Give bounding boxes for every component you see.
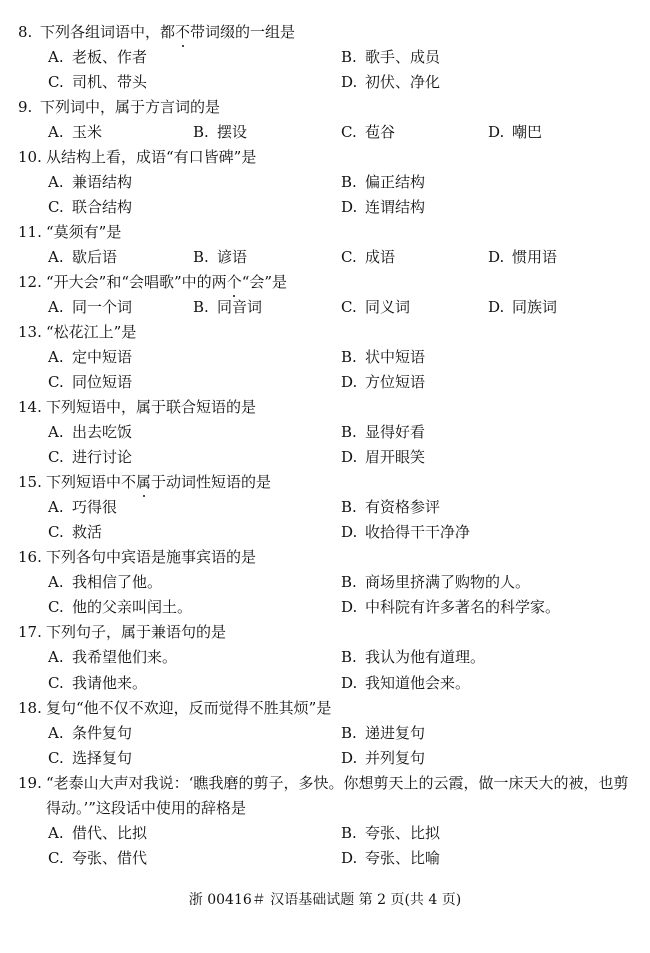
option-b[interactable]: B. 有资格参评 (341, 498, 441, 516)
option-b[interactable]: B. 夸张、比拟 (341, 824, 441, 842)
option-c[interactable]: C. 夸张、借代 (48, 849, 148, 867)
question-15 (0, 470, 650, 495)
question-stem: 从结构上看，成语“有口皆碑”是 (46, 148, 257, 166)
option-d[interactable]: D. 我知道他会来。 (341, 674, 471, 692)
option-c[interactable]: C. 我请他来。 (48, 674, 148, 692)
emphasis-dot-text: 不 (175, 20, 190, 45)
option-c[interactable]: C. 选择复句 (48, 749, 133, 767)
option-c[interactable]: C. 联合结构 (48, 198, 133, 216)
option-a[interactable]: A. 玉米 (48, 123, 103, 141)
option-a[interactable]: A. 巧得很 (48, 498, 118, 516)
option-d[interactable]: D. 中科院有许多著名的科学家。 (341, 598, 561, 616)
option-a[interactable]: A. 老板、作者 (48, 48, 148, 66)
question-17 (0, 620, 650, 645)
question-number: 19. (18, 774, 42, 792)
option-b[interactable]: B. 状中短语 (341, 348, 426, 366)
option-b[interactable]: B. 递进复句 (341, 724, 426, 742)
option-c[interactable]: C. 进行讨论 (48, 448, 133, 466)
question-10 (0, 145, 650, 170)
option-d[interactable]: D. 方位短语 (341, 373, 426, 391)
option-a[interactable]: A. 出去吃饭 (48, 423, 133, 441)
question-stem: “松花江上”是 (46, 323, 137, 341)
question-19 (0, 771, 650, 796)
question-stem: 下列句子，属于兼语句的是 (46, 623, 227, 641)
question-number: 18. (18, 699, 42, 717)
question-stem: 下列短语中不属于动词性短语的是 (46, 470, 271, 495)
question-number: 9. (18, 98, 33, 116)
option-c[interactable]: C. 同义词 (341, 298, 411, 316)
option-a[interactable]: A. 定中短语 (48, 348, 133, 366)
question-number: 15. (18, 473, 42, 491)
question-number: 8. (18, 23, 33, 41)
option-d[interactable]: D. 惯用语 (488, 248, 558, 266)
option-c[interactable]: C. 他的父亲叫闰土。 (48, 598, 193, 616)
option-a[interactable]: A. 我相信了他。 (48, 573, 163, 591)
question-number: 14. (18, 398, 42, 416)
option-a[interactable]: A. 我希望他们来。 (48, 648, 178, 666)
option-b[interactable]: B. 摆设 (193, 123, 248, 141)
question-stem: 下列词中，属于方言词的是 (40, 98, 221, 116)
question-8 (0, 20, 650, 45)
question-stem-line-2: 得动。’”这段话中使用的辞格是 (46, 799, 246, 817)
question-stem: 下列短语中，属于联合短语的是 (46, 398, 257, 416)
option-d[interactable]: D. 嘲巴 (488, 123, 543, 141)
question-14 (0, 395, 650, 420)
option-d[interactable]: D. 收拾得干干净净 (341, 523, 471, 541)
question-number: 11. (18, 223, 42, 241)
question-stem: 复句“他不仅不欢迎，反而觉得不胜其烦”是 (46, 699, 332, 717)
option-c[interactable]: C. 苞谷 (341, 123, 396, 141)
option-d[interactable]: D. 夸张、比喻 (341, 849, 441, 867)
option-a[interactable]: A. 歇后语 (48, 248, 118, 266)
option-c[interactable]: C. 成语 (341, 248, 396, 266)
option-d[interactable]: D. 连谓结构 (341, 198, 426, 216)
option-c[interactable]: C. 救活 (48, 523, 103, 541)
question-11 (0, 220, 650, 245)
emphasis-dot-text: 个 (227, 270, 242, 295)
question-stem-line-1: “老泰山大声对我说：‘瞧我磨的剪子，多快。你想剪天上的云霞，做一床天大的被，也剪 (46, 774, 629, 792)
option-a[interactable]: A. 兼语结构 (48, 173, 133, 191)
option-c[interactable]: C. 司机、带头 (48, 73, 148, 91)
option-b[interactable]: B. 同音词 (193, 298, 263, 316)
option-c[interactable]: C. 同位短语 (48, 373, 133, 391)
page-footer: 浙 00416＃ 汉语基础试题 第 2 页(共 4 页) (188, 892, 462, 908)
question-number: 13. (18, 323, 42, 341)
option-d[interactable]: D. 并列复句 (341, 749, 426, 767)
option-b[interactable]: B. 歌手、成员 (341, 48, 441, 66)
question-stem: 下列各句中宾语是施事宾语的是 (46, 548, 257, 566)
option-b[interactable]: B. 商场里挤满了购物的人。 (341, 573, 531, 591)
question-stem: “莫须有”是 (46, 223, 122, 241)
option-d[interactable]: D. 眉开眼笑 (341, 448, 426, 466)
question-number: 12. (18, 273, 42, 291)
option-d[interactable]: D. 同族词 (488, 298, 558, 316)
question-number: 16. (18, 548, 42, 566)
emphasis-dot-text: 不属于 (121, 470, 166, 495)
question-number: 17. (18, 623, 42, 641)
option-a[interactable]: A. 借代、比拟 (48, 824, 148, 842)
option-d[interactable]: D. 初伏、净化 (341, 73, 441, 91)
question-stem: 下列各组词语中，都不带词缀的一组是 (40, 20, 295, 45)
question-stem: “开大会”和“会唱歌”中的两个“会”是 (46, 270, 287, 295)
option-b[interactable]: B. 谚语 (193, 248, 248, 266)
option-a[interactable]: A. 同一个词 (48, 298, 133, 316)
question-13 (0, 320, 650, 345)
option-b[interactable]: B. 偏正结构 (341, 173, 426, 191)
option-b[interactable]: B. 显得好看 (341, 423, 426, 441)
question-16 (0, 545, 650, 570)
question-number: 10. (18, 148, 42, 166)
option-a[interactable]: A. 条件复句 (48, 724, 133, 742)
question-18 (0, 696, 650, 721)
question-12 (0, 270, 650, 295)
option-b[interactable]: B. 我认为他有道理。 (341, 648, 486, 666)
question-9 (0, 95, 650, 120)
